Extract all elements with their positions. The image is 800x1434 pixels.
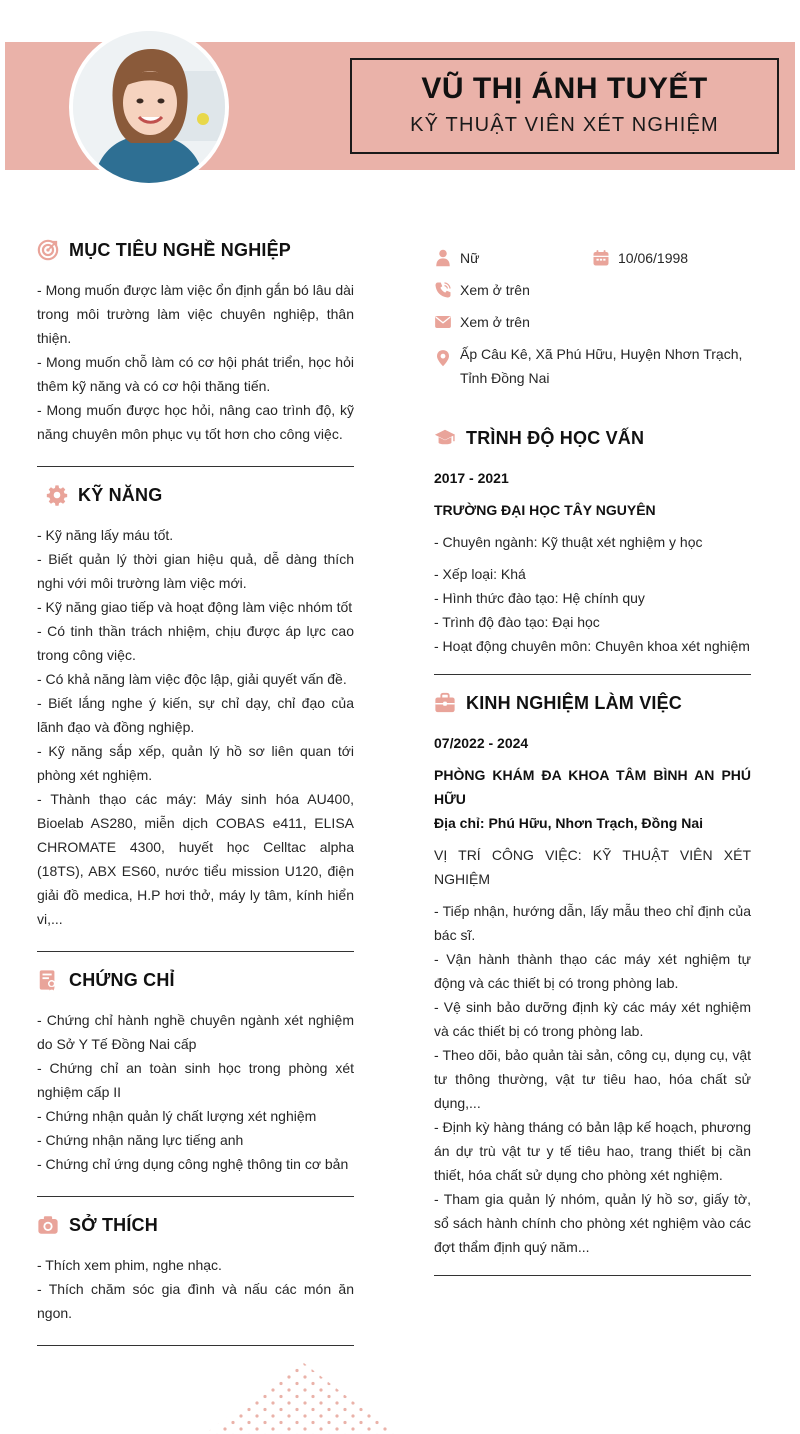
avatar bbox=[69, 27, 229, 187]
objective-line: - Mong muốn được học hỏi, nâng cao trình độ, kỹ năng chuyên môn phục vụ tốt hơn cho công việc. bbox=[37, 402, 354, 442]
cert-item: - Chứng nhận quản lý chất lượng xét nghiệm bbox=[37, 1108, 317, 1124]
duty-item: - Tiếp nhận, hướng dẫn, lấy mẫu theo chỉ định của bác sĩ. bbox=[434, 903, 751, 943]
skill-item: - Kỹ năng giao tiếp và hoạt động làm việc nhóm tốt bbox=[37, 599, 353, 615]
objective-line: - Mong muốn chỗ làm có cơ hội phát triển, học hỏi thêm kỹ năng và có cơ hội thăng tiến. bbox=[37, 354, 354, 394]
section-divider bbox=[37, 1196, 354, 1197]
address-row bbox=[434, 342, 751, 390]
gender-birthday-row bbox=[434, 246, 751, 278]
skill-item: - Có tinh thần trách nhiệm, chịu được áp lực cao trong công việc. bbox=[37, 623, 354, 663]
phone-icon bbox=[434, 281, 452, 299]
certs-list bbox=[37, 1008, 354, 1176]
hobby-item: - Thích xem phim, nghe nhạc. bbox=[37, 1257, 222, 1273]
address-value: Ấp Câu Kê, Xã Phú Hữu, Huyện Nhơn Trạch, Tỉnh Đồng Nai bbox=[460, 346, 743, 386]
duty-item: - Định kỳ hàng tháng có bản lập kế hoạch, phương án dự trù vật tư y tế tiêu hao, trang thiết bị cần thiết, hóa chất sử dụng cho phòng xét nghiệm. bbox=[434, 1119, 751, 1183]
candidate-name: VŨ THỊ ÁNH TUYẾT bbox=[421, 72, 708, 105]
cert-item: - Chứng chỉ ứng dụng công nghệ thông tin cơ bản bbox=[37, 1156, 349, 1172]
skill-item: - Kỹ năng lấy máu tốt. bbox=[37, 527, 174, 543]
hobbies-title: SỞ THÍCH bbox=[69, 1214, 158, 1235]
education-major: - Chuyên ngành: Kỹ thuật xét nghiệm y học bbox=[434, 534, 703, 550]
objective-heading bbox=[37, 236, 354, 264]
briefcase-icon bbox=[434, 692, 456, 714]
birthday-row bbox=[592, 246, 750, 270]
company-name: PHÒNG KHÁM ĐA KHOA TÂM BÌNH AN PHÚ HỮU bbox=[434, 767, 751, 807]
section-divider bbox=[37, 1345, 354, 1346]
certificate-icon bbox=[37, 969, 59, 991]
experience-heading bbox=[434, 689, 751, 717]
education-detail: - Hình thức đào tạo: Hệ chính quy bbox=[434, 590, 645, 606]
section-divider bbox=[434, 1275, 751, 1276]
objective-line: - Mong muốn được làm việc ổn định gắn bó lâu dài trong môi trường làm việc chuyên nghiệp, thân thiện. bbox=[37, 282, 354, 346]
phone-row bbox=[434, 278, 751, 302]
phone-value: Xem ở trên bbox=[460, 282, 530, 298]
education-detail: - Hoạt động chuyên môn: Chuyên khoa xét nghiệm bbox=[434, 638, 750, 654]
graduation-cap-icon bbox=[434, 427, 456, 449]
profile-photo-illustration bbox=[73, 31, 225, 183]
location-pin-icon bbox=[434, 349, 452, 367]
cert-item: - Chứng chỉ an toàn sinh học trong phòng xét nghiệm cấp II bbox=[37, 1060, 354, 1100]
profile-photo bbox=[73, 31, 225, 183]
target-icon bbox=[37, 239, 59, 261]
skills-heading bbox=[37, 481, 354, 509]
cert-item: - Chứng chỉ hành nghề chuyên ngành xét nghiệm do Sở Y Tế Đồng Nai cấp bbox=[37, 1012, 354, 1052]
skill-item: - Kỹ năng sắp xếp, quản lý hồ sơ liên quan tới phòng xét nghiệm. bbox=[37, 743, 354, 783]
name-box bbox=[350, 58, 779, 154]
section-divider bbox=[434, 674, 751, 675]
person-icon bbox=[434, 249, 452, 267]
right-column bbox=[434, 246, 751, 1290]
gear-icon bbox=[46, 484, 68, 506]
education-title: TRÌNH ĐỘ HỌC VẤN bbox=[466, 427, 645, 448]
experience-title: KINH NGHIỆM LÀM VIỆC bbox=[466, 692, 683, 713]
email-row bbox=[434, 310, 751, 334]
duty-item: - Theo dõi, bảo quản tài sản, công cụ, dụng cụ, vật tư thông thường, vật tư tiêu hao, hóa chất sử dụng,... bbox=[434, 1047, 751, 1111]
education-heading bbox=[434, 424, 751, 452]
skills-list bbox=[37, 523, 354, 931]
camera-icon bbox=[37, 1214, 59, 1236]
candidate-job-title: KỸ THUẬT VIÊN XÉT NGHIỆM bbox=[410, 114, 719, 136]
skill-item: - Thành thạo các máy: Máy sinh hóa AU400, Bioelab AS280, miễn dịch COBAS e411, ELISA CHROMATE 4300, huyết học Celltac alpha (18TS), ABX ES60, nước tiểu mission U120, điện giải đồ medica, H.P hơi thở, máy ly tâm, kính hiển vi,... bbox=[37, 791, 354, 927]
education-details bbox=[434, 562, 751, 658]
education-detail: - Trình độ đào tạo: Đại học bbox=[434, 614, 600, 630]
gender-value: Nữ bbox=[460, 250, 480, 266]
section-divider bbox=[37, 951, 354, 952]
education-period: 2017 - 2021 bbox=[434, 470, 509, 486]
envelope-icon bbox=[434, 313, 452, 331]
duty-item: - Tham gia quản lý nhóm, quản lý hồ sơ, giấy tờ, sổ sách hành chính cho phòng xét nghiệm vào các đợt thẩm định quý năm... bbox=[434, 1191, 751, 1255]
skills-title: KỸ NĂNG bbox=[78, 484, 163, 505]
cert-item: - Chứng nhận năng lực tiếng anh bbox=[37, 1132, 244, 1148]
gender-row bbox=[434, 246, 592, 270]
objective-text bbox=[37, 278, 354, 446]
email-value: Xem ở trên bbox=[460, 314, 530, 330]
experience-period: 07/2022 - 2024 bbox=[434, 735, 529, 751]
skill-item: - Biết lắng nghe ý kiến, sự chỉ dạy, chỉ đạo của lãnh đạo và đồng nghiệp. bbox=[37, 695, 354, 735]
education-detail: - Xếp loại: Khá bbox=[434, 566, 526, 582]
duty-item: - Vận hành thành thạo các máy xét nghiệm tự động và các thiết bị có trong phòng lab. bbox=[434, 951, 751, 991]
objective-title: MỤC TIÊU NGHỀ NGHIỆP bbox=[69, 239, 292, 260]
hobbies-heading bbox=[37, 1211, 354, 1239]
left-column bbox=[37, 236, 354, 1360]
company-address: Địa chỉ: Phú Hữu, Nhơn Trạch, Đồng Nai bbox=[434, 815, 703, 831]
hobbies-list bbox=[37, 1253, 354, 1325]
section-divider bbox=[37, 466, 354, 467]
certs-heading bbox=[37, 966, 354, 994]
birthday-value: 10/06/1998 bbox=[618, 250, 689, 266]
school-name: TRƯỜNG ĐẠI HỌC TÂY NGUYÊN bbox=[434, 502, 656, 518]
certs-title: CHỨNG CHỈ bbox=[69, 969, 175, 990]
job-position: VỊ TRÍ CÔNG VIỆC: KỸ THUẬT VIÊN XÉT NGHIỆM bbox=[434, 847, 751, 887]
hobby-item: - Thích chăm sóc gia đình và nấu các món ăn ngon. bbox=[37, 1281, 354, 1321]
duty-item: - Vệ sinh bảo dưỡng định kỳ các máy xét nghiệm và các thiết bị có trong phòng lab. bbox=[434, 999, 751, 1039]
calendar-icon bbox=[592, 249, 610, 267]
job-duties bbox=[434, 899, 751, 1259]
skill-item: - Có khả năng làm việc độc lập, giải quyết vấn đề. bbox=[37, 671, 347, 687]
decorative-dot-pattern bbox=[205, 1360, 395, 1434]
skill-item: - Biết quản lý thời gian hiệu quả, dễ dàng thích nghi với môi trường làm việc mới. bbox=[37, 551, 354, 591]
